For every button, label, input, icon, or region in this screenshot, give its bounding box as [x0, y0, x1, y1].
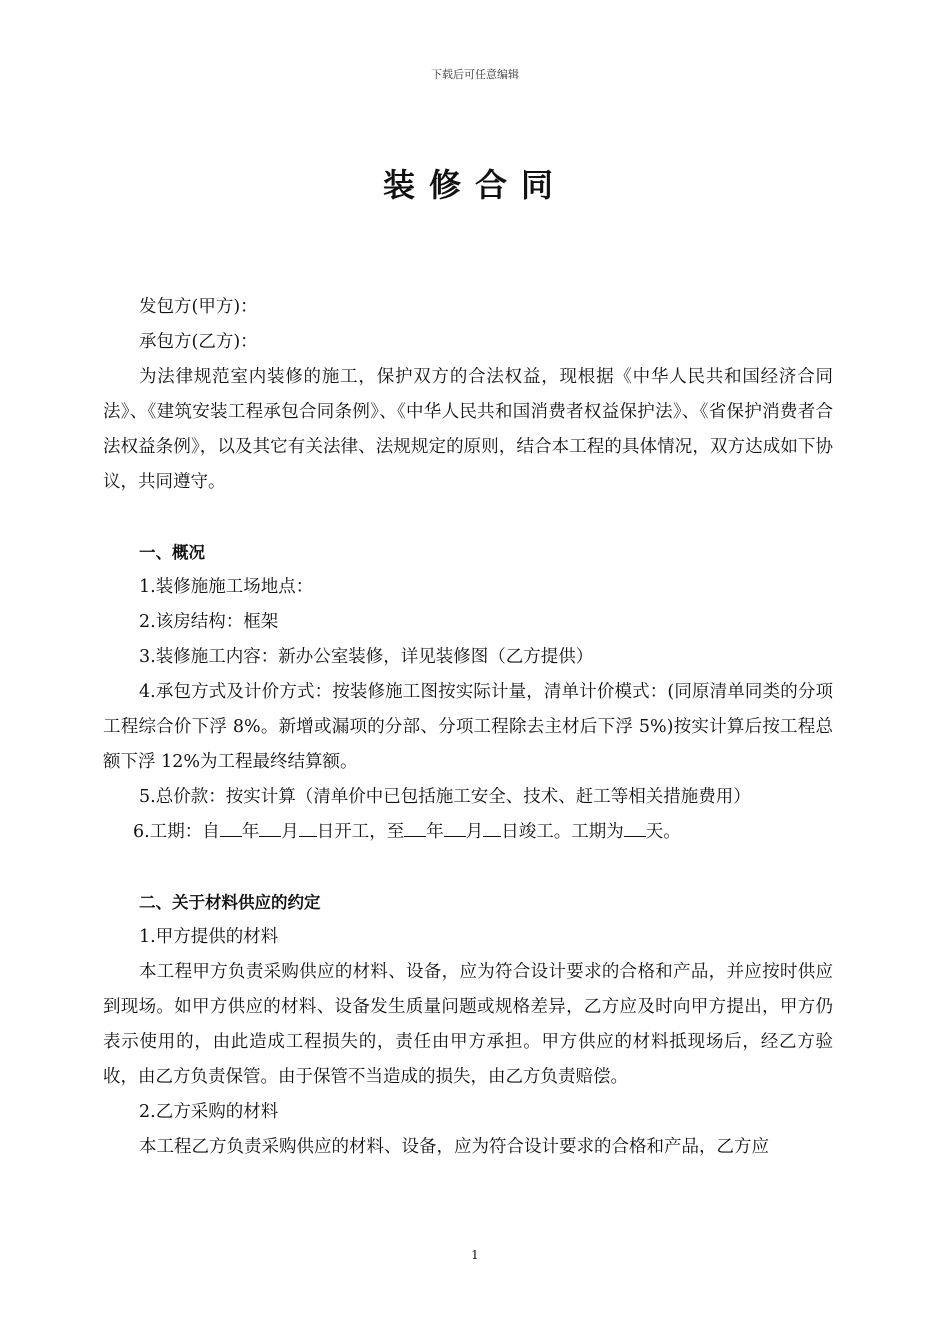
section-1-item-5: 5.总价款：按实计算（清单价中已包括施工安全、技术、赶工等相关措施费用）: [139, 787, 751, 807]
month-label: 月: [465, 822, 484, 842]
section-1-item-6: [103, 815, 833, 850]
document-body: [103, 290, 833, 1165]
days-label: 天。: [645, 822, 681, 842]
document-title: 装修合同: [382, 166, 567, 204]
end-day-blank[interactable]: [483, 818, 501, 837]
start-month-blank[interactable]: [259, 818, 281, 837]
year-label: 年: [241, 822, 260, 842]
header-note: 下载后可任意编辑: [431, 68, 519, 81]
party-b-line: 承包方(乙方)：: [139, 332, 258, 352]
party-a-line: 发包方(甲方)：: [139, 297, 258, 317]
page-number: 1: [471, 1248, 479, 1262]
section-2-sub-1-text: 本工程甲方负责采购供应的材料、设备，应为符合设计要求的合格和产品，并应按时供应到现场。如甲方供应的材料、设备发生质量问题或规格差异，乙方应及时向甲方提出，甲方仍表示使用的，由此造成工程损失的，责任由甲方承担。甲方供应的材料抵现场后，经乙方验收，由乙方负责保管。由于保管不当造成的损失，由乙方负责赔偿。: [103, 962, 833, 1087]
section-1-heading: 一、概况: [139, 543, 205, 562]
section-2-sub-1: 1.甲方提供的材料: [139, 927, 279, 947]
duration-prefix: 6.工期：自: [133, 822, 220, 842]
start-label: 日开工，至: [316, 822, 405, 842]
start-day-blank[interactable]: [299, 818, 317, 837]
end-year-blank[interactable]: [404, 818, 426, 837]
section-2-sub-2: 2.乙方采购的材料: [139, 1102, 279, 1122]
end-month-blank[interactable]: [444, 818, 466, 837]
section-1-item-4: 4.承包方式及计价方式：按装修施工图按实际计量，清单计价模式：(同原清单同类的分项工程综合价下浮 8%。新增或漏项的分部、分项工程除去主材后下浮 5%)按实计算后按工程总额下浮 12%为工程最终结算额。: [103, 682, 833, 772]
section-2-sub-2-text: 本工程乙方负责采购供应的材料、设备，应为符合设计要求的合格和产品，乙方应: [139, 1137, 769, 1157]
intro-paragraph: 为法律规范室内装修的施工，保护双方的合法权益，现根据《中华人民共和国经济合同法》、《建筑安装工程承包合同条例》、《中华人民共和国消费者权益保护法》、《省保护消费者合法权益条例》，以及其它有关法律、法规规定的原则，结合本工程的具体情况，双方达成如下协议，共同遵守。: [103, 367, 833, 492]
duration-days-blank[interactable]: [624, 818, 646, 837]
section-1-item-2: 2.该房结构：框架: [139, 612, 279, 632]
end-label: 日竣工。工期为: [501, 822, 624, 842]
section-1-item-1: 1.装修施施工场地点：: [139, 577, 314, 597]
section-1-item-3: 3.装修施工内容：新办公室装修，详见装修图（乙方提供）: [139, 647, 594, 667]
section-2-heading: 二、关于材料供应的约定: [139, 893, 321, 912]
start-year-blank[interactable]: [220, 818, 242, 837]
month-label: 月: [281, 822, 299, 842]
year-label: 年: [426, 822, 444, 842]
